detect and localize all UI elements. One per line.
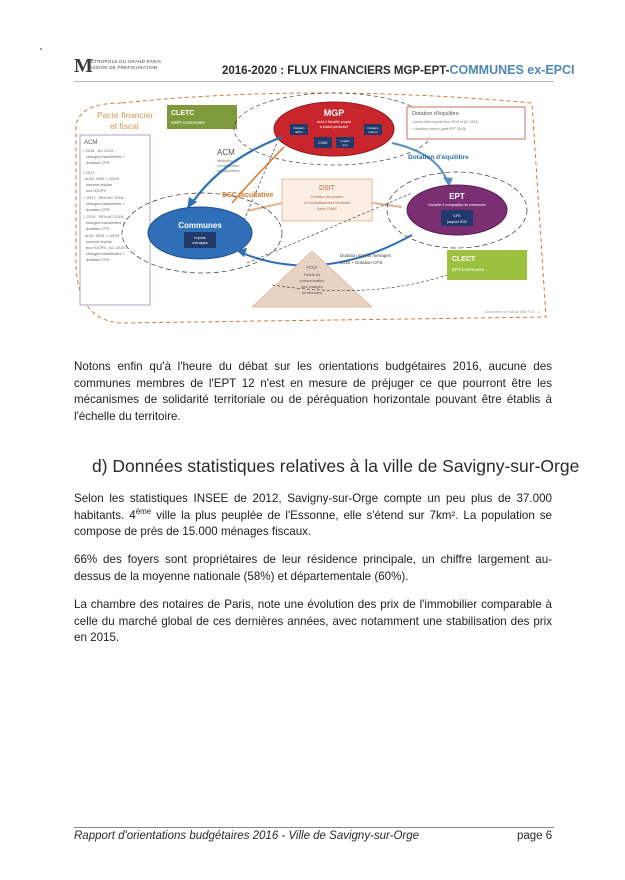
pacte-label: Pacte financier [97, 110, 154, 120]
mgp-box-1a: Dotation [293, 126, 305, 130]
ept-box-2: jusqu'en 2020 [447, 220, 467, 224]
fccf-line-2: Fonds de [303, 272, 321, 277]
mgp-sub-1: dont 4 fiscalité propre [316, 120, 352, 124]
acm-mid-2: compensation [217, 164, 240, 168]
acm-left-line-2: charges transférées + [86, 154, 125, 159]
ept-sub: Nouvelle 2 composition de communes [428, 203, 486, 207]
acm-mid-3: métropolitaine [217, 169, 240, 173]
acm-left-line-16: éco+DCPS : AC 2015 - [86, 245, 128, 250]
acm-left-line-1: • 2016 : AC 2015 - [83, 148, 116, 153]
fccf-line-3: compensation [299, 278, 325, 283]
acm-left-line-9: charges transférées + [86, 201, 125, 206]
acm-left-line-17: charges transférées + [86, 251, 125, 256]
dot-imp-line-2: 2015 + Dotation CPS [340, 260, 383, 265]
acm-left-line-5: si AC 2015 > 100% [85, 176, 120, 181]
footer-rule [74, 827, 554, 828]
dsit-line-1: Dotation de soutien [310, 195, 344, 199]
dsc-label: DSC facultative [222, 192, 274, 199]
section-heading: d) Données statistiques relatives à la ville de Savigny-sur-Orge [92, 456, 580, 476]
clect-title: CLECT [452, 256, 476, 263]
fccf-line-4: des charges [301, 284, 323, 289]
fccf-line-1: FCCF [306, 265, 318, 270]
scan-mark [40, 48, 42, 50]
flux-financiers-diagram [72, 85, 554, 330]
communes-box-1: Impôts [194, 236, 206, 240]
dsit-title: DSIT [319, 185, 335, 192]
footer-title: Rapport d'orientations budgétaires 2016 - Ville de Savigny-sur-Orge [74, 830, 420, 842]
header-rule [74, 81, 554, 82]
page-number: page 6 [517, 830, 553, 842]
header-title [222, 63, 575, 77]
logo-letter: M [74, 55, 93, 77]
mgp-title: MGP [323, 108, 345, 118]
dsit-line-2: à l'investissement territorial [304, 201, 350, 205]
paragraph-insee-b: ville la plus peuplée de l'Essonne, elle s'étend sur 7km². La population se compose de près de 15.000 ménages fiscaux. [74, 508, 552, 538]
dotation-equilibre-label: Dotation d'équilibre [408, 154, 469, 161]
acm-left-line-8: □ 2017 : 95% AC 2016 - [83, 195, 126, 200]
clect-box [447, 250, 527, 280]
fccf-line-5: territoriales [302, 290, 322, 295]
mgp-box-3a: Dotation [367, 126, 379, 130]
clect-sub: EPT-communes [452, 267, 485, 272]
acm-left-line-11: □ 2016 : 90% AC 2015 - [83, 214, 126, 219]
acm-left-line-13: dotation CPS [86, 226, 110, 231]
header-title-part2: COMMUNES ex-EPCI [449, 63, 575, 77]
acm-left-line-6: comme impôts [86, 182, 113, 187]
arrow-ept-communes [242, 235, 412, 265]
de-line-1: • perte entre impôts éco 2015 et AC 2015 [412, 120, 478, 124]
cletc-box [167, 105, 237, 129]
acm-left-title: ACM [84, 140, 98, 146]
acm-left-line-12: charges transférées + [86, 220, 125, 225]
dashed-communes-mgp [242, 143, 277, 225]
cletc-sub: MGP-communes [171, 120, 205, 125]
mgp-box-3b: intervo [368, 130, 378, 134]
acm-left-line-3: dotation CPS [86, 160, 110, 165]
ept-box-1: CFE [453, 214, 461, 218]
logo-line-2: ISSION DE PRÉFIGURATION [91, 65, 158, 70]
header-title-part1: 2016-2020 : FLUX FINANCIERS MGP-EPT- [222, 65, 450, 77]
acm-left-line-4: • 2017 : [83, 170, 97, 175]
dot-imp-line-1: Dotation impôts ménages [340, 253, 392, 258]
dsit-line-3: Base CVAE [317, 207, 337, 211]
de-line-2: + dotation interco (part EPT 2015) [412, 127, 467, 131]
acm-left-line-15: comme impôts [86, 239, 113, 244]
acm-left-line-14: si AC 2015 > 100% [85, 233, 120, 238]
de-title: Dotation d'équilibre [412, 111, 459, 117]
cletc-title: CLETC [171, 110, 195, 117]
paragraph-debat: Notons enfin qu'à l'heure du débat sur les orientations budgétaires 2016, aucune des communes membres de l'EPT 12 n'est en mesure de préjuger ce que pourront être les mécanismes de solidarité territoriale ou de péréquation horizontale pouvant être établis à l'échelle du territoire. [74, 360, 552, 423]
communes-box-2: ménages [192, 241, 208, 245]
mgp-sub-2: à statut particulier [319, 125, 349, 129]
paragraph-proprietaires: 66% des foyers sont propriétaires de leur résidence principale, un chiffre largement au-dessus de la moyenne nationale (58%) et départementale (60%). [74, 553, 552, 583]
mgp-box-2: CVAE [318, 141, 328, 145]
logo-line-1: ÉTROPOLE DU GRAND PARIS [91, 59, 162, 64]
communes-impots-box [184, 232, 216, 248]
paragraph-insee-sup: ème [135, 506, 152, 516]
acm-left-line-18: dotation CPS [86, 257, 110, 262]
acm-mid-title: ACM [217, 148, 235, 157]
ept-title: EPT [449, 192, 465, 201]
paragraph-notaires: La chambre des notaires de Paris, note une évolution des prix de l'immobilier comparable à celle du marché global de ces dernières années, avec notamment une stabilisation des prix en 2015. [74, 598, 552, 644]
acm-mid-1: attribution de [217, 159, 238, 163]
doc-reference: Document de travail 06/07/15 - 1 [484, 310, 540, 314]
mgp-box-4b: éco [342, 143, 348, 147]
arrow-dsit-communes [247, 203, 282, 211]
acm-left-line-10: dotation CPS [86, 207, 110, 212]
acm-left-line-7: éco+DCPS [86, 188, 106, 193]
mgp-box-4a: Impôts [340, 139, 350, 143]
communes-title: Communes [178, 221, 222, 230]
arrow-dotation-equilibre [392, 143, 447, 181]
mgp-box-1b: EPCI [295, 130, 303, 134]
paragraph-insee [74, 491, 552, 541]
paragraph-insee-a: Selon les statistiques INSEE de 2012, Savigny-sur-Orge compte un peu plus de 37.000 habitants. 4 [74, 492, 552, 522]
fiscal-label: et fiscal [110, 121, 139, 131]
